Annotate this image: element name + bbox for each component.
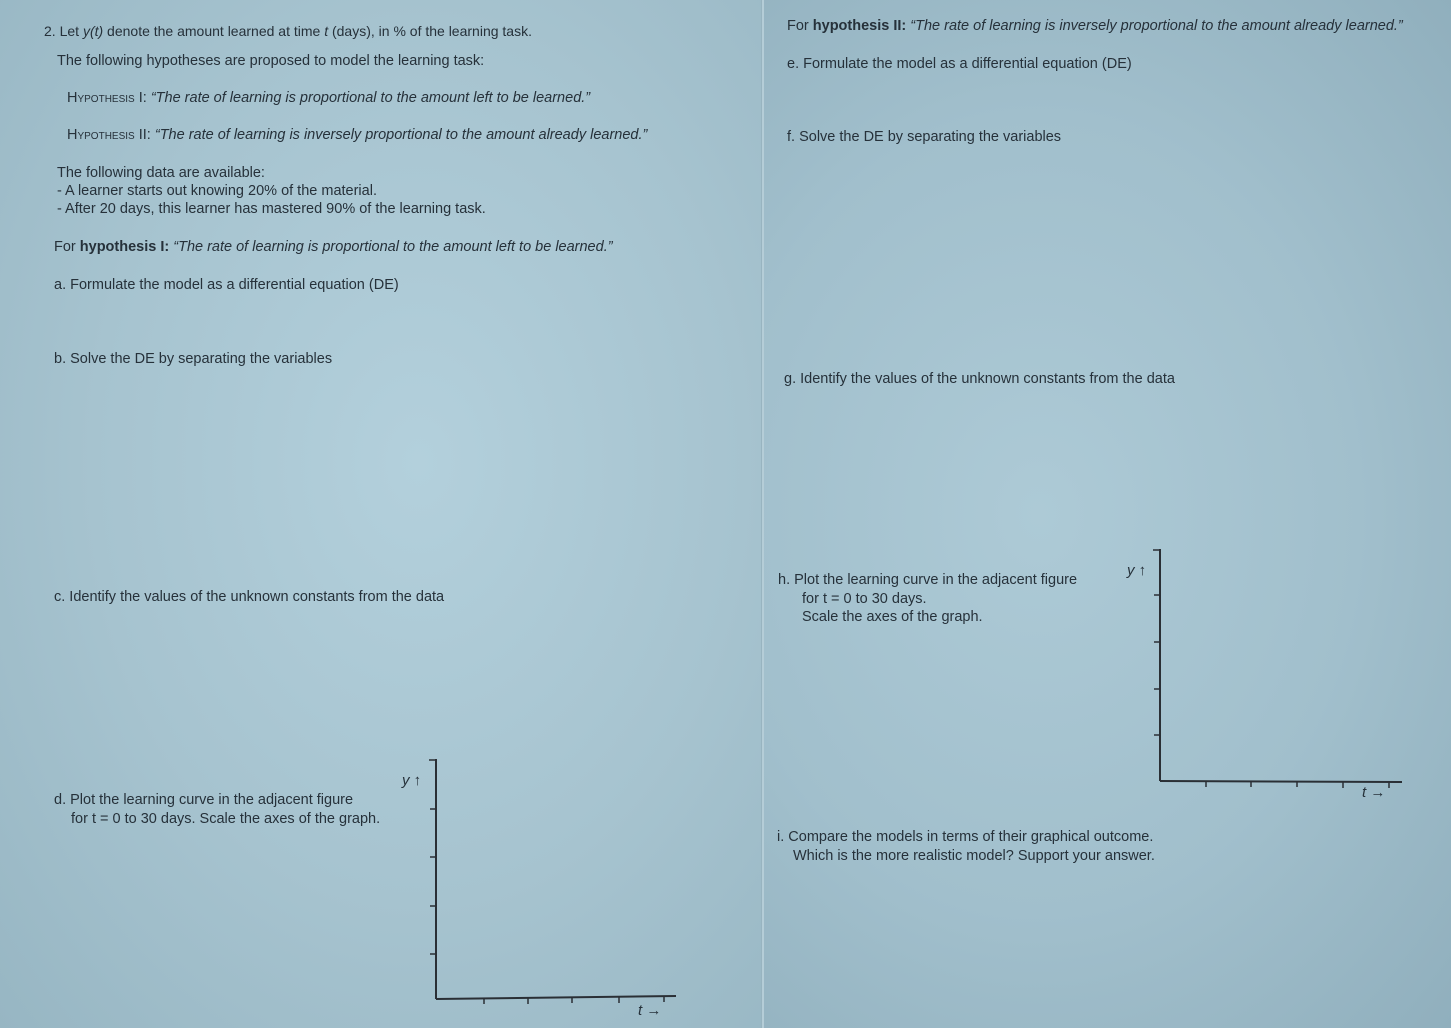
question-i-line1: i. Compare the models in terms of their graphical outcome. [777, 829, 1154, 845]
question-e: e. Formulate the model as a differential equation (DE) [787, 56, 1132, 72]
question-h-line3: Scale the axes of the graph. [802, 609, 983, 625]
data-item-2: - After 20 days, this learner has mastered 90% of the learning task. [57, 201, 486, 217]
question-d-line1: d. Plot the learning curve in the adjacent figure [54, 792, 354, 808]
hypothesis-2-heading [787, 17, 1403, 35]
question-d-line2: for t = 0 to 30 days. Scale the axes of the graph. [71, 811, 381, 827]
question-a: a. Formulate the model as a differential equation (DE) [54, 277, 399, 293]
for-colon: : [901, 18, 907, 34]
left-graph-t-axis [436, 996, 676, 999]
intro-pre: Let [59, 23, 83, 39]
question-f: f. Solve the DE by separating the variables [787, 129, 1062, 145]
hypothesis-2 [67, 126, 647, 144]
question-h-line2: for t = 0 to 30 days. [802, 591, 927, 607]
question-g: g. Identify the values of the unknown constants from the data [784, 371, 1175, 387]
question-c: c. Identify the values of the unknown constants from the data [54, 589, 445, 605]
for-label: For [787, 18, 813, 34]
hypothesis-2-text: “The rate of learning is inversely proportional to the amount already learned.” [154, 127, 648, 143]
right-graph-axes [1150, 545, 1410, 805]
data-intro: The following data are available: [57, 165, 265, 181]
for-quote: “The rate of learning is proportional to the amount left to be learned.” [169, 239, 613, 255]
for-colon: : [164, 239, 170, 255]
question-b: b. Solve the DE by separating the variables [54, 351, 333, 367]
right-graph-t-label: t → [1362, 784, 1386, 801]
for-quote: “The rate of learning is inversely proportional to the amount already learned.” [906, 18, 1403, 34]
left-graph-t-label: t → [638, 1002, 662, 1019]
hypotheses-intro: The following hypotheses are proposed to model the learning task: [57, 53, 485, 69]
hypothesis-1-text: “The rate of learning is proportional to the amount left to be learned.” [150, 90, 591, 106]
hypothesis-2-label: Hypothesis II: [67, 127, 151, 143]
intro-post: (days), in % of the learning task. [328, 23, 532, 39]
left-graph-axes [425, 755, 685, 1015]
for-label: For [54, 239, 80, 255]
problem-number: 2. [44, 23, 56, 39]
hypothesis-1-label: Hypothesis I: [67, 90, 147, 106]
intro-variable: y(t) [82, 23, 104, 39]
hypothesis-1 [67, 89, 590, 107]
intro-t: t [324, 23, 329, 39]
for-bold: hypothesis I [79, 239, 165, 255]
for-bold: hypothesis II [812, 18, 902, 34]
right-graph-t-axis [1160, 781, 1402, 782]
right-page [764, 0, 1451, 1028]
left-graph-y-label: y ↑ [402, 772, 422, 789]
intro-mid: denote the amount learned at time [103, 23, 325, 39]
hypothesis-1-heading [54, 238, 613, 256]
data-item-1: - A learner starts out knowing 20% of the material. [57, 183, 377, 199]
problem-intro [44, 22, 532, 40]
question-i-line2: Which is the more realistic model? Support your answer. [793, 848, 1155, 864]
right-graph-y-label: y ↑ [1127, 562, 1147, 579]
question-h-line1: h. Plot the learning curve in the adjacent figure [778, 572, 1078, 588]
